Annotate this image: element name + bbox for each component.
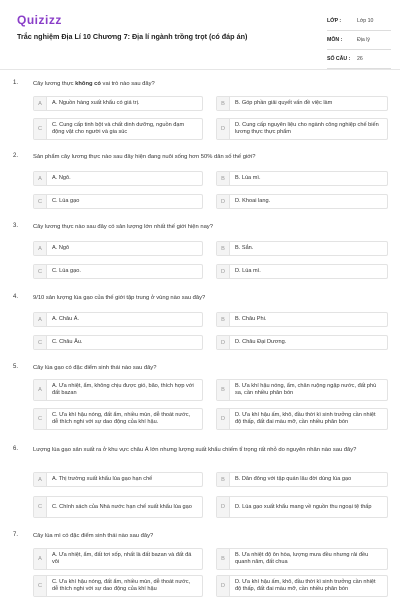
question-number: 7.: [13, 532, 19, 538]
answer-option-c[interactable]: [33, 118, 203, 140]
option-text: A. Ưa nhiệt, ẩm, không chịu được gió, bão, thích hợp với đất bazan: [52, 383, 194, 396]
option-letter: B: [217, 172, 230, 185]
answer-option-b[interactable]: [216, 548, 388, 570]
answer-option-b[interactable]: [216, 312, 388, 327]
option-letter: B: [217, 549, 230, 569]
question-number: 5.: [13, 364, 19, 370]
option-letter: B: [217, 242, 230, 255]
question-text: [33, 80, 373, 88]
answer-option-c[interactable]: [33, 335, 203, 350]
option-letter: A: [34, 97, 47, 110]
answer-option-d[interactable]: [216, 575, 388, 597]
question-text-bold: không có: [75, 81, 101, 87]
answer-option-c[interactable]: [33, 575, 203, 597]
meta-label: MÔN :: [327, 37, 343, 43]
option-letter: D: [217, 265, 230, 278]
option-text: B. Sắn.: [235, 245, 254, 251]
option-text: A. Thị trường xuất khẩu lúa gạo hạn chế: [52, 476, 153, 482]
option-letter: A: [34, 172, 47, 185]
option-letter: A: [34, 242, 47, 255]
answer-option-d[interactable]: [216, 264, 388, 279]
answer-option-b[interactable]: [216, 96, 388, 111]
option-letter: D: [217, 195, 230, 208]
option-text: D. Khoai lang.: [235, 198, 271, 204]
answer-option-c[interactable]: [33, 264, 203, 279]
question-text: Cây lương thực nào sau đây có sản lượng lớn nhất thế giới hiện nay?: [33, 224, 213, 230]
option-text: D. Ưa khí hậu ấm, khô, đầu thời kì sinh trưởng cần nhiệt độ thấp, đất đai màu mỡ, cần nhiều phân bón: [235, 412, 376, 425]
option-text: A. Ưa nhiệt, ẩm, đất tơi xốp, nhất là đất bazan và đất đá vôi: [52, 552, 192, 565]
answer-option-c[interactable]: [33, 496, 203, 518]
option-letter: A: [34, 313, 47, 326]
question-number: 1.: [13, 80, 19, 86]
answer-option-a[interactable]: [33, 312, 203, 327]
question-text: Cây lúa mì có đặc điểm sinh thái nào sau đây?: [33, 533, 154, 539]
option-text: B. Dân đông với tập quán lâu đời dùng lúa gạo: [235, 476, 352, 482]
option-text: B. Châu Phi.: [235, 316, 267, 322]
meta-value: Địa lý: [357, 37, 370, 43]
answer-option-c[interactable]: [33, 194, 203, 209]
meta-label: SỐ CÂU :: [327, 56, 351, 62]
answer-option-a[interactable]: [33, 379, 203, 401]
option-text: D. Cung cấp nguyên liệu cho ngành công nghiệp chế biến lương thực thực phẩm: [235, 122, 379, 135]
answer-option-a[interactable]: [33, 472, 203, 487]
option-text: B. Góp phần giải quyết vấn đề việc làm: [235, 100, 333, 106]
option-letter: C: [34, 265, 47, 278]
option-letter: C: [34, 576, 47, 596]
answer-option-b[interactable]: [216, 171, 388, 186]
answer-option-a[interactable]: [33, 241, 203, 256]
option-text: D. Châu Đại Dương.: [235, 339, 287, 345]
option-letter: B: [217, 313, 230, 326]
option-letter: C: [34, 336, 47, 349]
option-letter: C: [34, 409, 47, 429]
meta-table: [327, 12, 391, 69]
answer-option-d[interactable]: [216, 335, 388, 350]
question-text: Sản phẩm cây lương thực nào sau đây hiện đang nuôi sống hơn 50% dân số thế giới?: [33, 154, 256, 160]
option-text: D. Ưa khí hậu ấm, khô, đầu thời kì sinh trưởng cần nhiệt độ thấp, đất đai màu mỡ, cần nhiều phân bón: [235, 579, 376, 592]
meta-row-class: [327, 12, 391, 31]
answer-option-d[interactable]: [216, 408, 388, 430]
meta-value: 26: [357, 56, 363, 62]
option-letter: C: [34, 195, 47, 208]
answer-option-b[interactable]: [216, 241, 388, 256]
question-text: 9/10 sản lượng lúa gạo của thế giới tập trung ở vùng nào sau đây?: [33, 295, 206, 301]
meta-row-count: [327, 50, 391, 69]
option-letter: D: [217, 409, 230, 429]
option-letter: D: [217, 576, 230, 596]
answer-option-b[interactable]: [216, 472, 388, 487]
worksheet-header: [0, 0, 400, 62]
option-letter: D: [217, 336, 230, 349]
meta-row-subject: [327, 31, 391, 50]
option-letter: B: [217, 473, 230, 486]
answer-option-d[interactable]: [216, 496, 388, 518]
option-text: C. Ưa khí hậu nóng, đất ẩm, nhiều mùn, dễ thoát nước, dễ thích nghi với sự dao động của khí hậu: [52, 579, 191, 592]
option-letter: B: [217, 380, 230, 400]
option-text: C. Ưa khí hậu nóng, đất ẩm, nhiều mùn, dễ thoát nước, dễ thích nghi với sự dao động của khí hậu.: [52, 412, 191, 425]
option-letter: A: [34, 380, 47, 400]
answer-option-c[interactable]: [33, 408, 203, 430]
option-letter: C: [34, 119, 47, 139]
option-text: C. Cung cấp tinh bột và chất dinh dưỡng, nguồn đạm động vật cho người và gia súc: [52, 122, 185, 135]
question-text-part: Cây lương thực: [33, 81, 76, 87]
option-text: A. Nguồn hàng xuất khẩu có giá trị.: [52, 100, 140, 106]
question-number: 3.: [13, 223, 19, 229]
option-letter: B: [217, 97, 230, 110]
answer-option-a[interactable]: [33, 548, 203, 570]
answer-option-b[interactable]: [216, 379, 388, 401]
option-letter: C: [34, 497, 47, 517]
header-divider: [0, 69, 400, 70]
option-text: D. Lúa gạo xuất khẩu mang về nguồn thu ngoại tệ thấp: [235, 503, 372, 510]
meta-value: Lớp 10: [357, 18, 374, 24]
option-text: D. Lúa mì.: [235, 268, 261, 274]
option-text: B. Ưa nhiệt độ ôn hòa, lượng mưa đều nhưng rải đều quanh năm, đất chua: [235, 552, 369, 565]
option-text: C. Lúa gạo.: [52, 268, 81, 274]
option-text: C. Châu Âu.: [52, 339, 83, 345]
question-text: Cây lúa gạo có đặc điểm sinh thái nào sau đây?: [33, 365, 157, 371]
question-text-part: vai trò nào sau đây?: [100, 81, 155, 87]
option-letter: D: [217, 497, 230, 517]
option-text: B. Lúa mì.: [235, 175, 261, 181]
answer-option-d[interactable]: [216, 194, 388, 209]
page-title: Trắc nghiệm Địa Lí 10 Chương 7: Địa lí ngành trồng trọt (có đáp án): [17, 32, 248, 41]
option-text: A. Ngô.: [52, 175, 71, 181]
answer-option-a[interactable]: [33, 96, 203, 111]
answer-option-a[interactable]: [33, 171, 203, 186]
answer-option-d[interactable]: [216, 118, 388, 140]
option-text: A. Châu Á.: [52, 316, 80, 322]
option-letter: A: [34, 473, 47, 486]
quizizz-logo: Quizizz: [17, 13, 62, 27]
question-number: 6.: [13, 446, 19, 452]
option-text: C. Chính sách của Nhà nước hạn chế xuất khẩu lúa gạo: [52, 503, 192, 510]
option-text: C. Lúa gạo: [52, 198, 80, 204]
option-text: A. Ngô: [52, 245, 70, 251]
option-text: B. Ưa khí hậu nóng, ẩm, chân ruộng ngập nước, đất phù sa, cần nhiều phân bón: [235, 383, 377, 396]
question-number: 4.: [13, 294, 19, 300]
option-letter: A: [34, 549, 47, 569]
option-letter: D: [217, 119, 230, 139]
question-number: 2.: [13, 153, 19, 159]
question-text: Lượng lúa gạo sản xuất ra ở khu vực châu Á lớn nhưng lượng xuất khẩu chiếm tỉ trọng rất nhỏ do nguyên nhân nào sau đây?: [33, 447, 357, 453]
meta-label: LỚP :: [327, 18, 342, 24]
